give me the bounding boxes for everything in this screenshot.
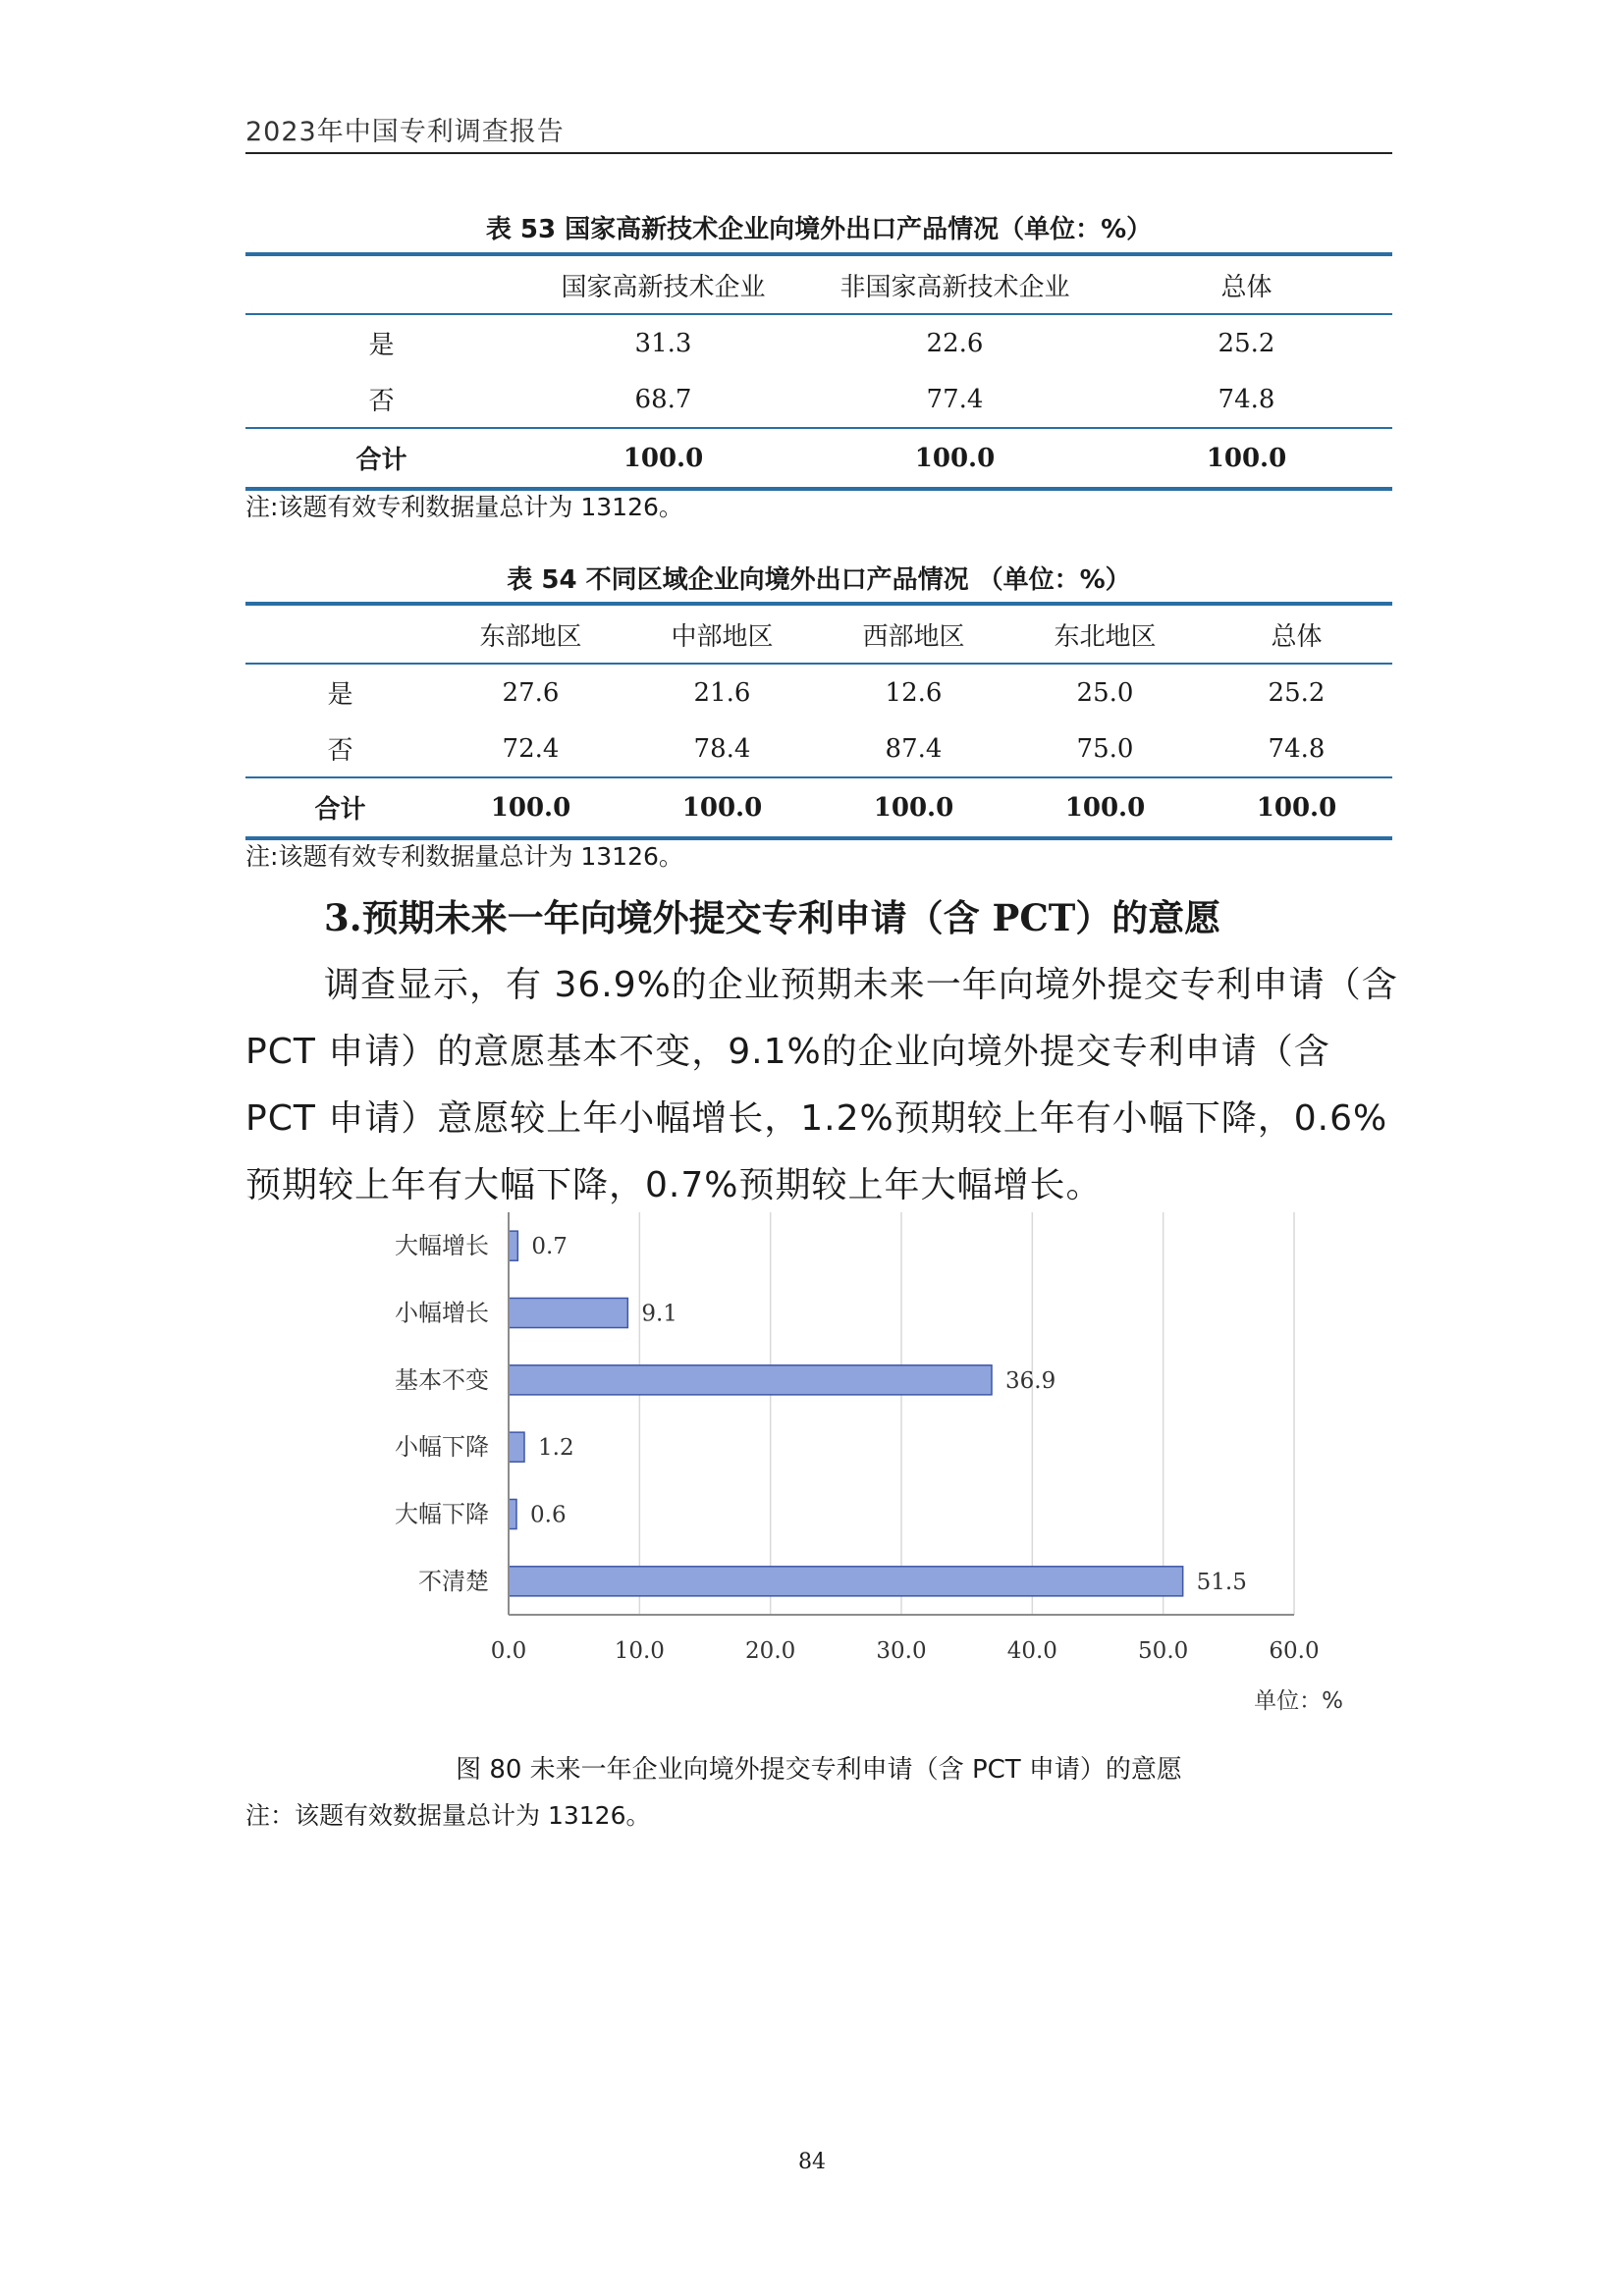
table53-col-header: 国家高新技术企业	[561, 272, 766, 302]
data-label: 51.5	[1196, 1569, 1247, 1595]
data-label: 1.2	[538, 1435, 574, 1462]
table-cell: 78.4	[693, 733, 751, 764]
data-label: 36.9	[1005, 1367, 1056, 1394]
table-row	[245, 314, 1392, 371]
table-row	[245, 721, 1392, 777]
table53-header-row	[245, 254, 1392, 314]
table53-caption: 表 53 国家高新技术企业向境外出口产品情况（单位：%）	[485, 215, 1153, 244]
x-tick-label: 20.0	[745, 1638, 796, 1664]
table-cell: 100.0	[490, 792, 571, 823]
table-cell: 100.0	[681, 792, 763, 823]
table-cell: 77.4	[926, 384, 984, 414]
table-cell: 74.8	[1218, 384, 1275, 414]
table-total-row	[245, 777, 1392, 838]
figure-caption: 图 80 未来一年企业向境外提交专利申请（含 PCT 申请）的意愿	[456, 1755, 1182, 1785]
table-row	[245, 664, 1392, 721]
data-label: 0.7	[531, 1234, 568, 1260]
table-cell: 27.6	[502, 677, 560, 708]
table-cell: 100.0	[1206, 443, 1287, 473]
table-cell: 100.0	[623, 443, 704, 473]
table-cell: 25.2	[1218, 328, 1275, 358]
table-cell: 25.0	[1076, 677, 1134, 708]
header-rule	[245, 152, 1392, 154]
table-cell: 22.6	[926, 328, 984, 358]
table-cell: 100.0	[1064, 792, 1146, 823]
table-cell: 31.3	[634, 328, 692, 358]
data-label: 0.6	[530, 1502, 567, 1528]
row-label: 否	[327, 736, 353, 766]
bar	[509, 1499, 516, 1528]
table-cell: 21.6	[693, 677, 751, 708]
row-label: 否	[368, 387, 395, 416]
x-tick-label: 0.0	[490, 1638, 527, 1664]
table-cell: 68.7	[634, 384, 692, 414]
running-header: 2023年中国专利调查报告	[245, 117, 565, 147]
category-label: 基本不变	[395, 1365, 489, 1394]
table53-note: 注:该题有效专利数据量总计为 13126。	[245, 493, 683, 521]
bar	[509, 1231, 517, 1260]
table54	[245, 602, 1392, 840]
table53-col-header: 总体	[1220, 272, 1272, 302]
figure-note: 注：该题有效数据量总计为 13126。	[245, 1801, 651, 1830]
data-label: 9.1	[641, 1301, 677, 1327]
table53-col-header: 非国家高新技术企业	[839, 272, 1070, 302]
table54-col-header: 东北地区	[1054, 621, 1157, 652]
category-label: 小幅下降	[395, 1433, 489, 1462]
table54-caption: 表 54 不同区域企业向境外出口产品情况 （单位：%）	[507, 565, 1131, 595]
x-tick-label: 30.0	[876, 1638, 927, 1664]
category-label: 大幅下降	[395, 1500, 489, 1528]
row-label: 合计	[314, 795, 366, 825]
x-tick-label: 40.0	[1006, 1638, 1057, 1664]
table-cell: 100.0	[873, 792, 954, 823]
bar	[509, 1567, 1183, 1596]
category-label: 不清楚	[418, 1567, 489, 1595]
bar	[509, 1298, 627, 1327]
table-cell: 100.0	[1256, 792, 1337, 823]
x-tick-label: 50.0	[1138, 1638, 1189, 1664]
table-cell: 74.8	[1268, 733, 1326, 764]
bar	[509, 1365, 992, 1395]
table-cell: 75.0	[1076, 733, 1134, 764]
x-tick-label: 10.0	[614, 1638, 665, 1664]
table-row	[245, 371, 1392, 428]
section-heading: 3.预期未来一年向境外提交专利申请（含 PCT）的意愿	[324, 896, 1221, 939]
table54-note: 注:该题有效专利数据量总计为 13126。	[245, 842, 683, 871]
page-number: 84	[798, 2150, 826, 2174]
category-label: 小幅增长	[395, 1299, 489, 1327]
table54-col-header: 总体	[1271, 621, 1323, 652]
row-label: 是	[368, 331, 395, 360]
unit-label: 单位：%	[1254, 1688, 1343, 1713]
category-label: 大幅增长	[395, 1232, 489, 1260]
table53	[245, 252, 1392, 491]
table54-col-header: 东部地区	[479, 621, 582, 652]
row-label: 是	[327, 680, 353, 710]
table54-col-header: 西部地区	[862, 621, 965, 652]
intention-bar-chart	[245, 1212, 1392, 1713]
table54-col-header: 中部地区	[671, 621, 774, 652]
table-cell: 25.2	[1268, 677, 1326, 708]
body-paragraph: 调查显示，有 36.9%的企业预期未来一年向境外提交专利申请（含 PCT 申请）的意愿基本不变，9.1%的企业向境外提交专利申请（含 PCT 申请）意愿较上年小幅增长，1.2%预期较上年有小幅下降，0.6%预期较上年有大幅下降，0.7%预期较上年大幅增长。	[245, 965, 1398, 1205]
row-label: 合计	[355, 446, 407, 475]
table54-col-header	[245, 604, 435, 664]
table-total-row	[245, 428, 1392, 489]
x-tick-label: 60.0	[1269, 1638, 1320, 1664]
table53-col-header	[245, 254, 517, 314]
bar	[509, 1432, 524, 1462]
table-cell: 100.0	[914, 443, 996, 473]
table54-header-row	[245, 604, 1392, 664]
table-cell: 87.4	[885, 733, 943, 764]
table-cell: 72.4	[502, 733, 560, 764]
table-cell: 12.6	[885, 677, 943, 708]
